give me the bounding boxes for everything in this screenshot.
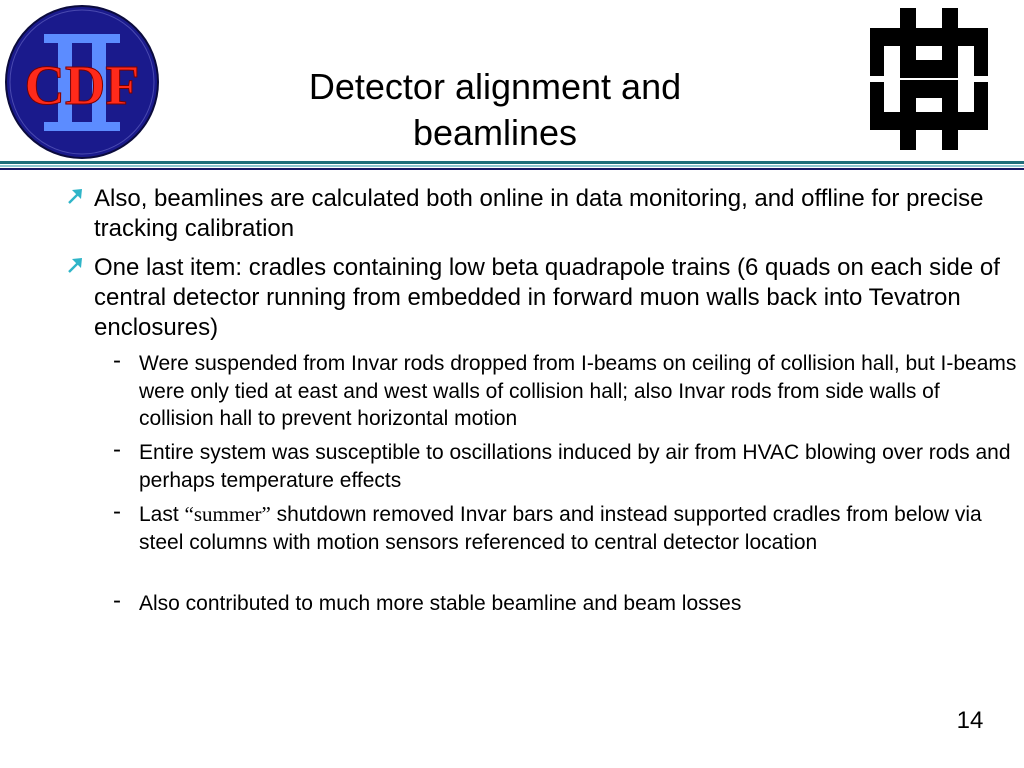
bullet-item — [94, 253, 1012, 343]
slide-title-line-2: beamlines — [412, 112, 578, 153]
sub-bullet-item — [113, 498, 1019, 556]
slide-number: 14 — [956, 707, 984, 734]
bullet-text: Also, beamlines are calculated both online in data monitoring, and offline for precise tracking calibration — [94, 185, 984, 242]
dash-bullet-icon: - — [113, 347, 121, 374]
bullet-item — [94, 184, 1012, 244]
divider-teal — [0, 161, 1024, 164]
arrow-bullet-icon — [66, 256, 84, 274]
sub-bullet-text-end: shutdown removed Invar bars and instead supported cradles from below via steel columns with motion sensors referenced to central detector location — [139, 503, 982, 554]
bullet-text: One last item: cradles containing low beta quadrapole trains (6 quads on each side of central detector running from embedded in forward muon walls back into Tevatron enclosures) — [94, 254, 1000, 341]
sub-bullet-item — [113, 436, 1019, 494]
sub-bullet-text-start: Last — [139, 503, 185, 526]
slide-title — [250, 64, 740, 156]
dash-bullet-icon: - — [113, 587, 121, 614]
sub-bullet-text: Were suspended from Invar rods dropped from I-beams on ceiling of collision hall, but I-beams were only tied at east and west walls of collision hall; also Invar rods from side walls of collision hall to prevent horizontal motion — [139, 352, 1017, 430]
fermilab-logo — [870, 8, 988, 150]
sub-bullet-text: Entire system was susceptible to oscillations induced by air from HVAC blowing over rods and perhaps temperature effects — [139, 441, 1011, 492]
cdf-logo — [4, 4, 160, 160]
divider-light — [0, 165, 1024, 167]
sub-bullet-quoted-word: “summer” — [184, 502, 271, 526]
slide-title-line-1: Detector alignment and — [308, 66, 682, 107]
sub-bullet-item — [113, 587, 1019, 618]
dash-bullet-icon: - — [113, 498, 121, 525]
dash-bullet-icon: - — [113, 436, 121, 463]
arrow-bullet-icon — [66, 187, 84, 205]
sub-bullet-text: Also contributed to much more stable beamline and beam losses — [139, 592, 742, 615]
sub-bullet-item — [113, 347, 1019, 433]
divider-navy — [0, 168, 1024, 170]
cdf-logo-text: CDF — [24, 55, 140, 117]
